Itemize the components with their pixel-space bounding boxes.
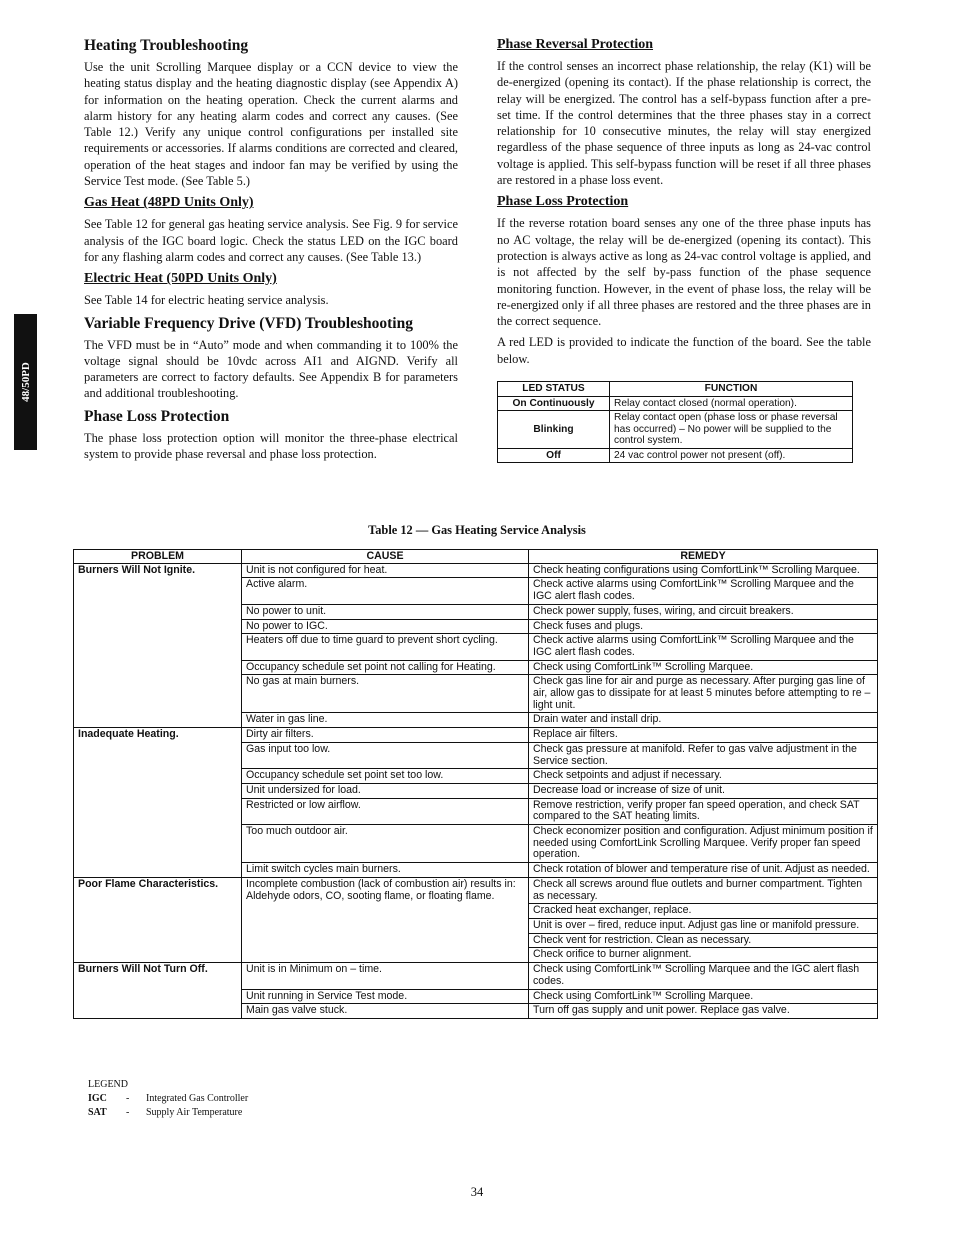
problem-cell: Poor Flame Characteristics. [74,877,242,962]
remedy-cell: Check using ComfortLink™ Scrolling Marquee. [529,660,878,675]
table-row [74,963,878,989]
remedy-cell: Check fuses and plugs. [529,619,878,634]
cause-header: CAUSE [242,550,529,564]
led-table-row [498,448,853,463]
legend-item [88,1092,248,1106]
remedy-cell: Check orifice to burner alignment. [529,948,878,963]
remedy-cell: Check using ComfortLink™ Scrolling Marquee. [529,989,878,1004]
cause-cell: Occupancy schedule set point set too low. [242,769,529,784]
phase-reversal-title: Phase Reversal Protection [497,37,654,52]
phase-loss-title: Phase Loss Protection [84,407,230,425]
phase-reversal-text: If the control senses an incorrect phase relationship, the relay (K1) will be de-energized (opening its contact). If the phase relationship is correct, the relay will be energized. The control has a self-bypass function after a pre-set time. If the control determines that the three phases stay in a correct relationship for 10 consecutive minutes, the relay will stay energized regardless of the phase sequence of three inputs as long as 24-vac control voltage is applied. This self-bypass function will be reset if all three phases are restored in a phase loss event. [497,59,871,188]
side-tab [14,314,37,450]
cause-cell: Restricted or low airflow. [242,798,529,824]
cause-cell: Water in gas line. [242,713,529,728]
legend-title: LEGEND [88,1079,128,1090]
right-column [497,36,871,463]
problem-cell: Burners Will Not Ignite. [74,563,242,727]
cause-cell: Incomplete combustion (lack of combustion air) results in: Aldehyde odors, CO, sooting flame, or floating flame. [242,877,529,962]
cause-cell: Unit is not configured for heat. [242,563,529,578]
remedy-cell: Check all screws around flue outlets and burner compartment. Tighten as necessary. [529,877,878,903]
remedy-cell: Decrease load or increase of size of unit. [529,783,878,798]
legend-dash: - [126,1093,130,1104]
table-row [74,728,878,743]
remedy-header: REMEDY [529,550,878,564]
problem-cell: Burners Will Not Turn Off. [74,963,242,1019]
cause-cell: Limit switch cycles main burners. [242,863,529,878]
gas-heating-table [73,549,878,1019]
gas-heat-title: Gas Heat (48PD Units Only) [84,195,254,211]
remedy-cell: Check using ComfortLink™ Scrolling Marquee and the IGC alert flash codes. [529,963,878,989]
cause-cell: Unit is in Minimum on – time. [242,963,529,989]
problem-header: PROBLEM [74,550,242,564]
page-number: 34 [470,1185,484,1199]
phase-loss-protection-text: If the reverse rotation board senses any one of the three phase inputs has no AC voltage, the relay will be de-energized (opening its contact). This protection is always active as long as 24-vac control voltage is applied, and is not affected by the self by-pass function of the phase sequence monitoring function. However, in the event of phase loss, the relay will be re-energized only if all three phases are restored and the three phases are in the correct sequence. [497,216,871,329]
remedy-cell: Check setpoints and adjust if necessary. [529,769,878,784]
gas-table-body [74,563,878,1018]
remedy-cell: Unit is over – fired, reduce input. Adjust gas line or manifold pressure. [529,918,878,933]
electric-heat-title: Electric Heat (50PD Units Only) [84,271,277,287]
led-function-cell: 24 vac control power not present (off). [610,448,853,463]
phase-loss-protection-title: Phase Loss Protection [497,194,629,210]
legend-key: SAT [88,1107,107,1118]
cause-cell: Heaters off due to time guard to prevent short cycling. [242,634,529,660]
legend-key: IGC [88,1093,107,1104]
vfd-text: The VFD must be in “Auto” mode and when commanding it to 100% the voltage signal should be 10vdc across AI1 and AIGND. Verify all parameters are correct to factory defaults. See Appendix B for parameters and additional troubleshooting. [84,337,458,401]
gas-table-header [74,550,878,564]
legend-item [88,1106,248,1120]
remedy-cell: Remove restriction, verify proper fan speed operation, and check SAT compared to the SAT heating limits. [529,798,878,824]
legend-desc: Supply Air Temperature [146,1107,243,1118]
led-function-cell: Relay contact open (phase loss or phase reversal has occurred) – No power will be supplied to the control system. [610,411,853,449]
remedy-cell: Check power supply, fuses, wiring, and circuit breakers. [529,604,878,619]
led-function-cell: Relay contact closed (normal operation). [610,396,853,411]
led-status-cell: On Continuously [498,396,610,411]
led-status-cell: Blinking [498,411,610,449]
left-column [84,36,458,467]
heating-title: Heating Troubleshooting [84,37,249,54]
legend [88,1078,248,1120]
gas-heat-text: See Table 12 for general gas heating service analysis. See Fig. 9 for service analysis of the IGC board logic. Check the status LED on the IGC board for any flashing alarm codes and correct any causes. (See Table 13.) [84,217,458,264]
cause-cell: Occupancy schedule set point not calling for Heating. [242,660,529,675]
table-row [74,877,878,903]
legend-desc: Integrated Gas Controller [146,1093,249,1104]
led-status-header: LED STATUS [498,382,610,397]
led-status-table [497,381,853,463]
cause-cell: Unit running in Service Test mode. [242,989,529,1004]
cause-cell: Dirty air filters. [242,728,529,743]
table-row [74,563,878,578]
side-tab-label: 48/50PD [19,362,32,402]
led-status-cell: Off [498,448,610,463]
cause-cell: No power to IGC. [242,619,529,634]
function-header: FUNCTION [610,382,853,397]
led-table-row [498,411,853,449]
cause-cell: No gas at main burners. [242,675,529,713]
cause-cell: Main gas valve stuck. [242,1004,529,1019]
cause-cell: Unit undersized for load. [242,783,529,798]
remedy-cell: Replace air filters. [529,728,878,743]
led-table-header [498,382,853,397]
remedy-cell: Turn off gas supply and unit power. Replace gas valve. [529,1004,878,1019]
remedy-cell: Check gas pressure at manifold. Refer to gas valve adjustment in the Service section. [529,742,878,768]
remedy-cell: Check economizer position and configuration. Adjust minimum position if needed using ComfortLink Scrolling Marquee. Verify proper fan speed operation. [529,825,878,863]
cause-cell: Gas input too low. [242,742,529,768]
remedy-cell: Check heating configurations using ComfortLink™ Scrolling Marquee. [529,563,878,578]
remedy-cell: Check vent for restriction. Clean as necessary. [529,933,878,948]
cause-cell: No power to unit. [242,604,529,619]
legend-dash: - [126,1107,130,1118]
remedy-cell: Cracked heat exchanger, replace. [529,904,878,919]
gas-table-title: Table 12 — Gas Heating Service Analysis [368,523,586,537]
problem-cell: Inadequate Heating. [74,728,242,878]
remedy-cell: Check active alarms using ComfortLink™ Scrolling Marquee and the IGC alert flash codes. [529,634,878,660]
led-intro-text: A red LED is provided to indicate the function of the board. See the table below. [497,335,871,366]
electric-heat-text: See Table 14 for electric heating service analysis. [84,293,329,308]
vfd-title: Variable Frequency Drive (VFD) Troubleshooting [84,314,413,332]
led-table-row [498,396,853,411]
cause-cell: Active alarm. [242,578,529,604]
remedy-cell: Drain water and install drip. [529,713,878,728]
remedy-cell: Check active alarms using ComfortLink™ Scrolling Marquee and the IGC alert flash codes. [529,578,878,604]
cause-cell: Too much outdoor air. [242,825,529,863]
heating-text: Use the unit Scrolling Marquee display or a CCN device to view the heating status display and the heating diagnostic display (see Appendix A) for information on the heating operation. Check the current alarms and alarm history for any heating alarm codes and correct any causes. (See Table 12.) Verify any unique control configurations per installed site requirements or accessories. If alarms conditions are corrected and cleared, operation of the heat stages and indoor fan may be verified by using the Service Test mode. (See Table 5.) [84,60,458,189]
remedy-cell: Check rotation of blower and temperature rise of unit. Adjust as needed. [529,863,878,878]
phase-loss-text: The phase loss protection option will monitor the three-phase electrical system to provide phase reversal and phase loss protection. [84,430,458,462]
remedy-cell: Check gas line for air and purge as necessary. After purging gas line of air, allow gas to dissipate for at least 5 minutes before attempting to re – light unit. [529,675,878,713]
